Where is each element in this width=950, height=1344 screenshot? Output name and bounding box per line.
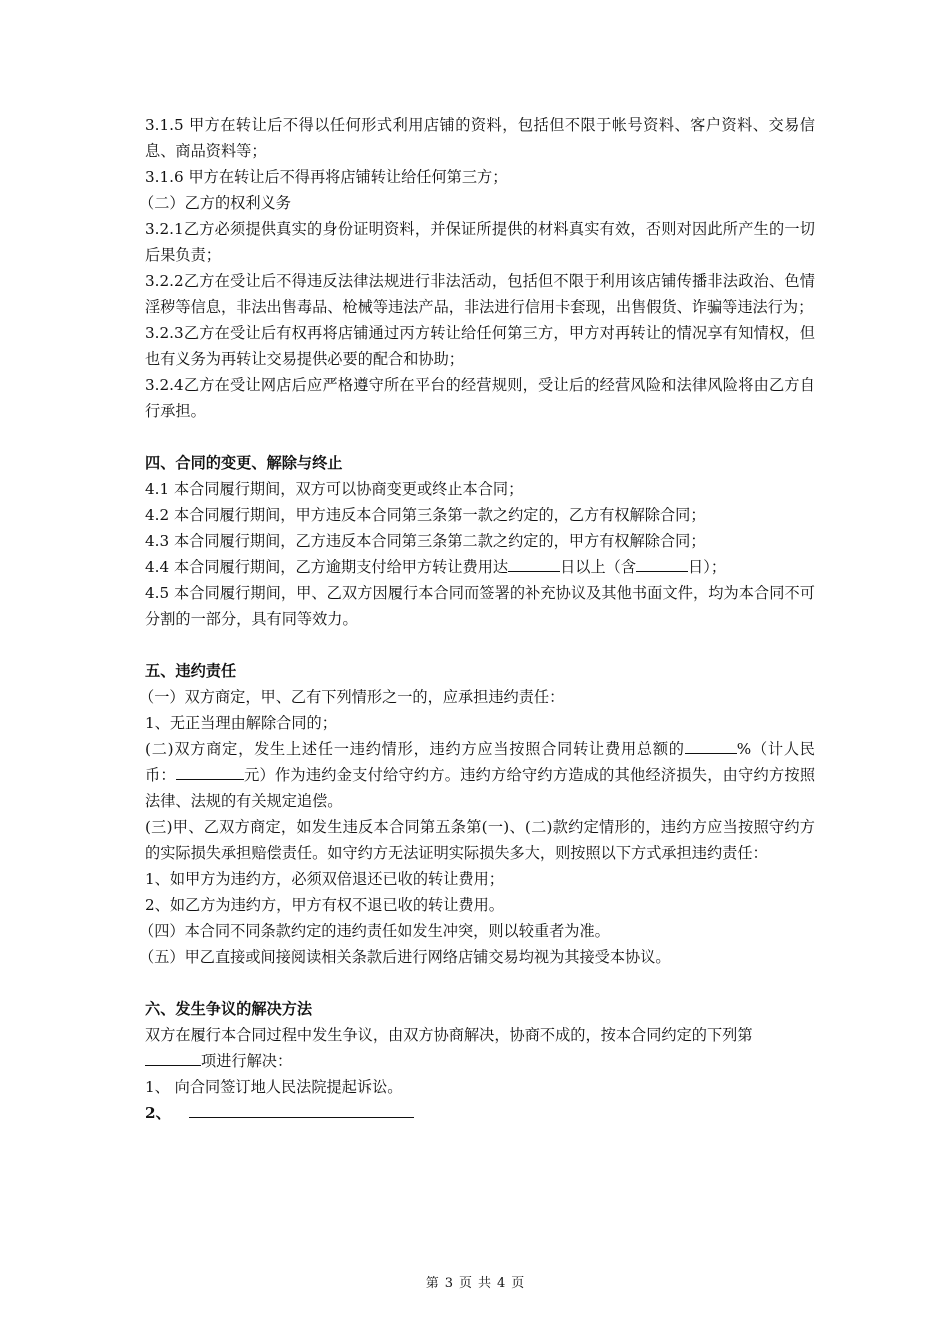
clause-5-2-text-c: 元）作为违约金支付给守约方。违约方给守约方造成的其他经济损失，由守约方按照法律、法规的有关规定追偿。	[145, 766, 816, 810]
clause-6-item-2-label: 2、	[145, 1104, 171, 1122]
clause-4-4	[145, 554, 815, 580]
page-footer	[0, 1271, 950, 1297]
clause-3-1-6: 3.1.6 甲方在转让后不得再将店铺转让给任何第三方；	[145, 168, 508, 186]
clause-5-5: （五）甲乙直接或间接阅读相关条款后进行网络店铺交易均视为其接受本协议。	[139, 948, 671, 966]
contract-body	[139, 112, 816, 1126]
clause-6-intro: 双方在履行本合同过程中发生争议，由双方协商解决，协商不成的，按本合同约定的下列第	[145, 1026, 753, 1044]
clause-4-3: 4.3 本合同履行期间，乙方违反本合同第三条第二款之约定的，甲方有权解除合同；	[145, 532, 706, 550]
clause-3-2-3: 3.2.3乙方在受让后有权再将店铺通过丙方转让给任何第三方，甲方对再转让的情况享有知情权，但也有义务为再转让交易提供必要的配合和协助；	[145, 324, 815, 368]
clause-5-2-text-a: (二)双方商定，发生上述任一违约情形，违约方应当按照合同转让费用总额的	[145, 740, 685, 758]
clause-4-4-text-c: 日）；	[688, 558, 727, 576]
fill-blank-amount[interactable]	[176, 762, 244, 780]
clause-4-4-text-a: 4.4 本合同履行期间，乙方逾期支付给甲方转让费用达	[145, 558, 509, 576]
clause-5-4: （四）本合同不同条款约定的违约责任如发生冲突，则以较重者为准。	[139, 922, 610, 940]
clause-4-1: 4.1 本合同履行期间，双方可以协商变更或终止本合同；	[145, 480, 524, 498]
clause-5-3-item-1: 1、如甲方为违约方，必须双倍退还已收的转让费用；	[145, 870, 504, 888]
section-5-heading: 五、违约责任	[145, 662, 237, 680]
fill-blank-days-inclusive[interactable]	[636, 554, 688, 572]
page-number: 3	[444, 1276, 453, 1291]
clause-6-intro-cont	[145, 1048, 815, 1074]
clause-3-2-1: 3.2.1乙方必须提供真实的身份证明资料，并保证所提供的材料真实有效，否则对因此所产生的一切后果负责；	[145, 220, 815, 264]
clause-6-intro-cont-text: 项进行解决：	[201, 1052, 293, 1070]
page-label-ye-2: 页	[511, 1276, 525, 1291]
fill-blank-other-method[interactable]	[189, 1100, 414, 1118]
clause-3-1-5: 3.1.5 甲方在转让后不得以任何形式利用店铺的资料，包括但不限于帐号资料、客户资料、交易信息、商品资料等；	[145, 116, 815, 160]
clause-4-4-text-b: 日以上（含	[560, 558, 637, 576]
page-total: 4	[497, 1276, 506, 1291]
clause-3-2-4: 3.2.4乙方在受让网店后应严格遵守所在平台的经营规则，受让后的经营风险和法律风险将由乙方自行承担。	[145, 376, 815, 420]
subsection-party-b-rights: （二）乙方的权利义务	[139, 194, 291, 212]
fill-blank-option[interactable]	[145, 1048, 201, 1066]
page-label-gong: 共	[478, 1276, 492, 1291]
clause-5-1: （一）双方商定，甲、乙有下列情形之一的，应承担违约责任：	[139, 688, 565, 706]
clause-5-2	[145, 736, 815, 814]
clause-4-2: 4.2 本合同履行期间，甲方违反本合同第三条第一款之约定的，乙方有权解除合同；	[145, 506, 706, 524]
page-label-di: 第	[425, 1276, 439, 1291]
fill-blank-percent[interactable]	[685, 736, 737, 754]
section-6-heading: 六、发生争议的解决方法	[145, 1000, 313, 1018]
clause-6-item-2	[145, 1100, 815, 1126]
section-4-heading: 四、合同的变更、解除与终止	[145, 454, 343, 472]
clause-5-1-item-1: 1、无正当理由解除合同的；	[145, 714, 337, 732]
clause-6-item-1: 1、 向合同签订地人民法院提起诉讼。	[145, 1078, 403, 1096]
clause-5-3: (三)甲、乙双方商定，如发生违反本合同第五条第(一)、(二)款约定情形的，违约方应当按照守约方的实际损失承担赔偿责任。如守约方无法证明实际损失多大，则按照以下方式承担违约责任：	[145, 818, 815, 862]
clause-5-3-item-2: 2、如乙方为违约方，甲方有权不退已收的转让费用。	[145, 896, 504, 914]
clause-4-5: 4.5 本合同履行期间，甲、乙双方因履行本合同而签署的补充协议及其他书面文件，均为本合同不可分割的一部分，具有同等效力。	[145, 584, 815, 628]
clause-5-2-text-b: %（计人民币：	[145, 740, 815, 784]
page-label-ye: 页	[458, 1276, 472, 1291]
clause-3-2-2: 3.2.2乙方在受让后不得违反法律法规进行非法活动，包括但不限于利用该店铺传播非法政治、色情淫秽等信息，非法出售毒品、枪械等违法产品，非法进行信用卡套现，出售假货、诈骗等违法行为；	[145, 272, 815, 316]
fill-blank-days[interactable]	[508, 554, 560, 572]
